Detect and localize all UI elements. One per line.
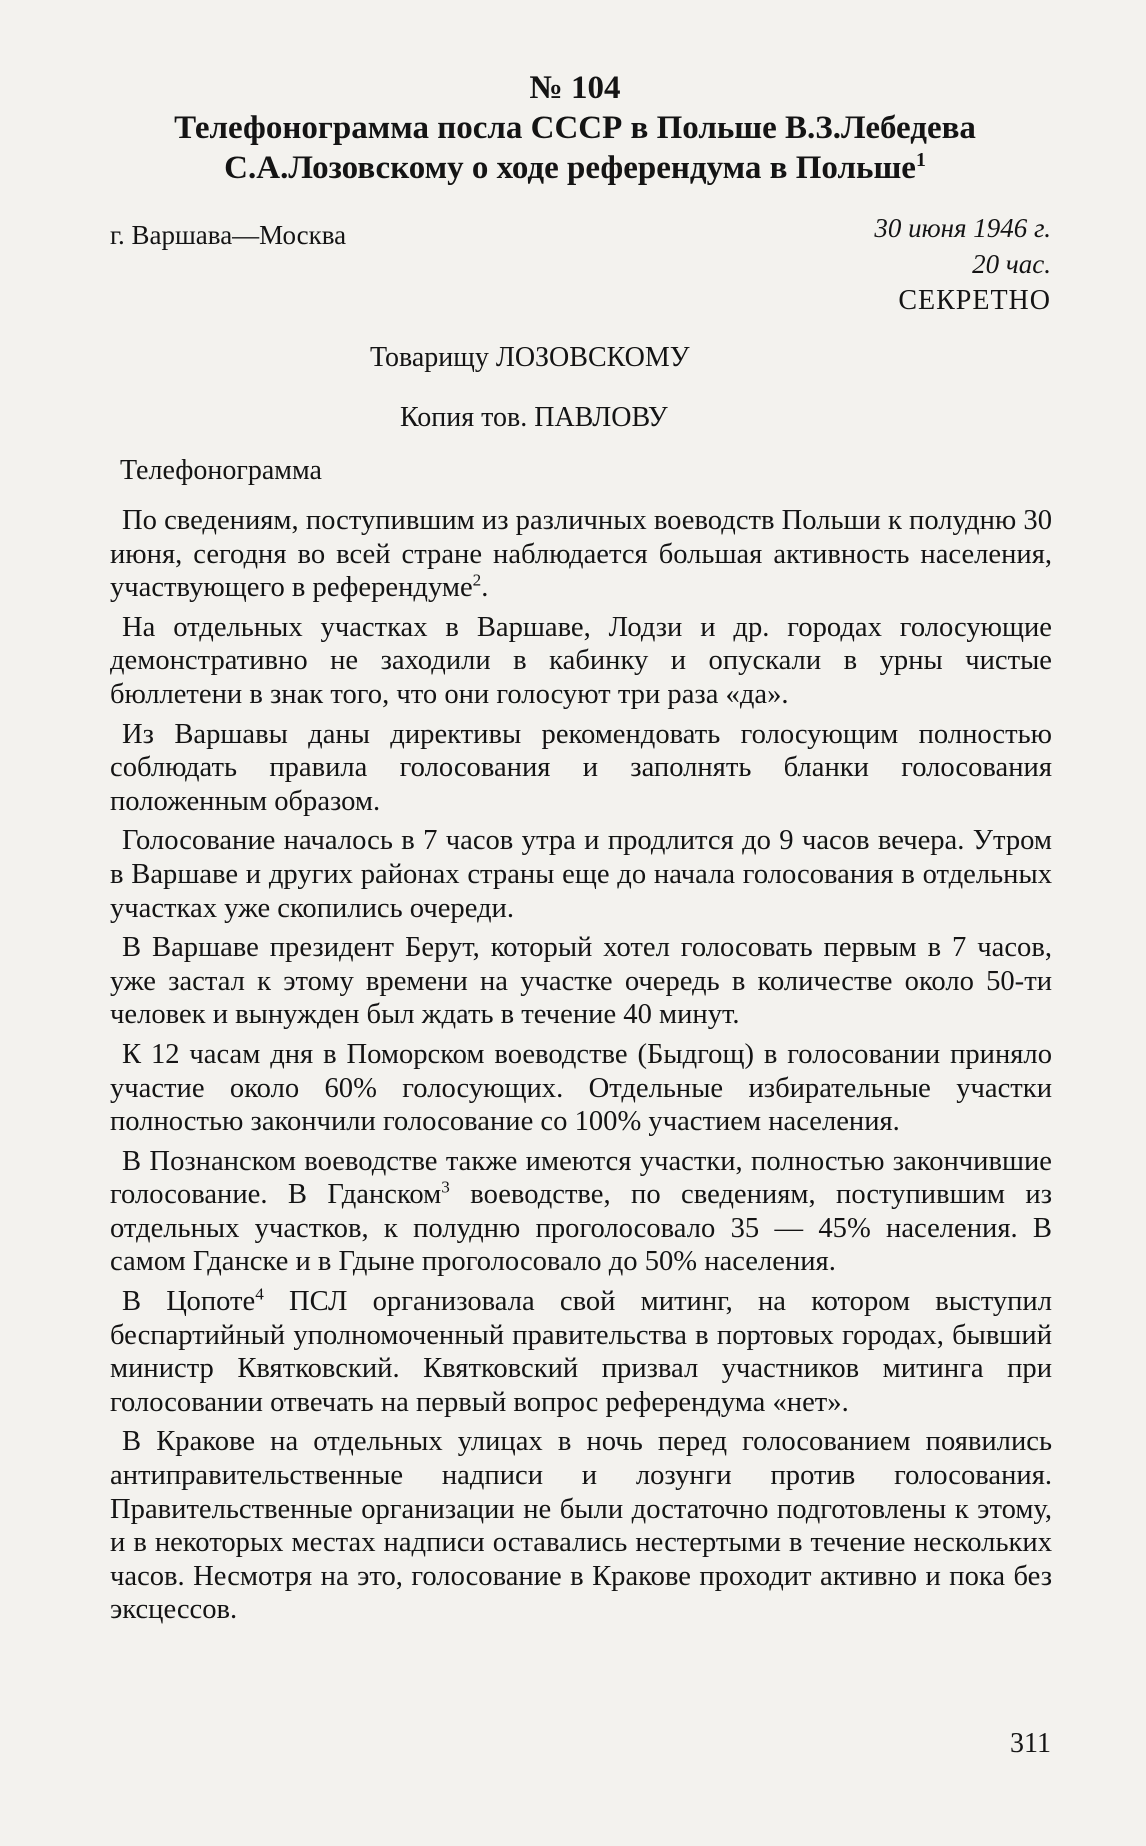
paragraph-7-text-a: В Познанском воеводстве также имеются участки, полностью закончившие голосование. В Гданском	[110, 1145, 1052, 1211]
paragraph-2: На отдельных участках в Варшаве, Лодзи и др. городах голосующие демонстративно не заходили в кабинку и опускали в урны чистые бюллетени в знак того, что они голосуют три раза «да».	[110, 611, 1052, 710]
footnote-ref-4: 4	[255, 1284, 264, 1304]
paragraph-5: В Варшаве президент Берут, который хотел голосовать первым в 7 часов, уже застал к этому времени на участке очередь в количестве около 50-ти человек и вынужден был ждать в течение 40 минут.	[110, 932, 1052, 1031]
place-of-origin: г. Варшава—Москва	[110, 220, 347, 250]
paragraph-1-text: По сведениям, поступившим из различных воеводств Польши к полудню 30 июня, сегодня во всей стране наблюдается большая активность населения, участвующего в референдуме	[110, 505, 1052, 604]
copy-recipient: Копия тов. ПАВЛОВУ	[400, 402, 668, 433]
paragraph-3: Из Варшавы даны директивы рекомендовать голосующим полностью соблюдать правила голосования и заполнять бланки голосования положенным образом.	[110, 718, 1052, 817]
document-type: Телефонограмма	[120, 455, 322, 486]
classification-stamp: СЕКРЕТНО	[898, 285, 1051, 316]
paragraph-8	[110, 1285, 1052, 1419]
paragraph-8-text-b: ПСЛ организовала свой митинг, на котором выступил беспартийный уполномоченный правительства в портовых городах, бывший министр Квятковский. Квятковский призвал участников митинга при голосовании отвечать на первый вопрос референдума «нет».	[110, 1286, 1052, 1418]
paragraph-7-text-b: воеводстве, по сведениям, поступившим из отдельных участков, к полудню проголосовало 35 — 45% населения. В самом Гданске и в Гдыне проголосовало до 50% населения.	[110, 1179, 1052, 1278]
title-line-2	[110, 148, 1040, 188]
footnote-ref-2: 2	[472, 570, 482, 590]
title-line-1: Телефонограмма посла СССР в Польше В.З.Лебедева	[174, 110, 976, 146]
paragraph-8-text-a: В Цопоте	[122, 1286, 256, 1318]
title-line-2-text: С.А.Лозовскому о ходе референдума в Польше	[224, 150, 916, 186]
paragraph-9: В Кракове на отдельных улицах в ночь перед голосованием появились антиправительственные надписи и лозунги против голосования. Правительственные организации не были достаточно подготовлены к этому, и в некоторых местах надписи оставались нестертыми в течение нескольких часов. Несмотря на это, голосование в Кракове проходит активно и пока без эксцессов.	[110, 1426, 1052, 1626]
footnote-ref-3: 3	[441, 1177, 450, 1197]
date-block	[874, 210, 1051, 282]
body-text	[110, 504, 1052, 1633]
page-number: 311	[1010, 1728, 1051, 1759]
title-footnote-ref: 1	[915, 149, 926, 171]
document-time: 20 час.	[972, 249, 1051, 279]
document-date: 30 июня 1946 г.	[874, 213, 1051, 243]
paragraph-1	[110, 504, 1052, 605]
document-title	[110, 108, 1040, 188]
addressee: Товарищу ЛОЗОВСКОМУ	[370, 342, 690, 373]
document-number: № 104	[529, 70, 621, 106]
paragraph-1-end: .	[481, 572, 489, 604]
paragraph-4: Голосование началось в 7 часов утра и продлится до 9 часов вечера. Утром в Варшаве и других районах страны еще до начала голосования в отдельных участках уже скопились очереди.	[110, 825, 1052, 924]
paragraph-6: К 12 часам дня в Поморском воеводстве (Быдгощ) в голосовании приняло участие около 60% голосующих. Отдельные избирательные участки полностью закончили голосование со 100% участием населения.	[110, 1038, 1052, 1138]
paragraph-7	[110, 1145, 1052, 1279]
